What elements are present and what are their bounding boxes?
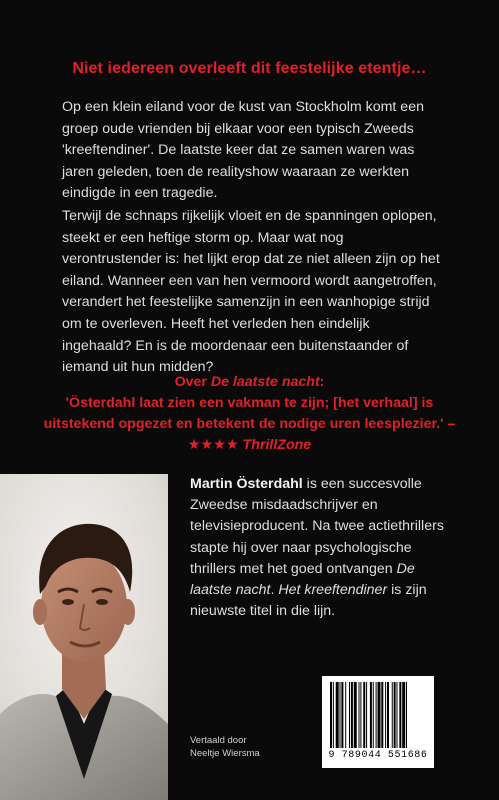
bio-book-title-1: De laatste nacht — [190, 560, 415, 599]
translator-name: Neeltje Wiersma — [190, 748, 260, 759]
review-intro: Over De laatste nacht: — [174, 374, 325, 390]
author-photo — [0, 474, 168, 800]
author-name: Martin Österdahl — [190, 476, 303, 492]
tagline: Niet iedereen overleeft dit feestelijke etentje… — [72, 60, 427, 77]
review-quote — [40, 372, 459, 456]
bio-book-title-2: Het kreeftendiner — [278, 582, 388, 599]
review-source: ThrillZone — [242, 437, 312, 453]
blurb-paragraph-1: Op een klein eiland voor de kust van Stockholm komt een groep oude vrienden bij elkaar voor een typisch Zweeds 'kreeftendiner'. De laatste keer dat ze samen waren was jaren geleden, toen de realityshow waaraan ze werkten eindigde in een tragedie. — [62, 99, 424, 202]
barcode-bars — [330, 682, 426, 748]
review-book-title: De laatste nacht — [210, 374, 320, 390]
isbn-number: 9 789044 551686 — [328, 750, 428, 761]
review-text: 'Österdahl laat zien een vakman te zijn; [het verhaal] is uitstekend opgezet en betekent de nodige uren leesplezier.' – ★★★★ — [43, 395, 456, 453]
credit-line-1: Vertaald door — [190, 735, 247, 746]
author-bio: Martin Österdahl is een succesvolle Zweedse misdaadschrijver en televisieproducent. Na twee actiethrillers stapte hij over naar psychologische thrillers met het goed ontvangen De laatste nacht. Het kreeftendiner is zijn nieuwste titel in die lijn. — [190, 476, 444, 620]
translator-credit — [190, 734, 260, 760]
barcode — [322, 676, 434, 768]
blurb-paragraph-2: Terwijl de schnaps rijkelijk vloeit en de spanningen oplopen, steekt er een heftige storm op. Maar wat nog verontrustender is: het lijkt erop dat ze niet alleen zijn op het eiland. Wanneer een van hen vermoord wordt aangetroffen, verandert het feestelijke samenzijn in een wanhopige strijd om te overleven. Heeft het verleden hen eindelijk ingehaald? En is de moordenaar een buitenstaander of iemand uit hun midden? — [62, 208, 440, 376]
